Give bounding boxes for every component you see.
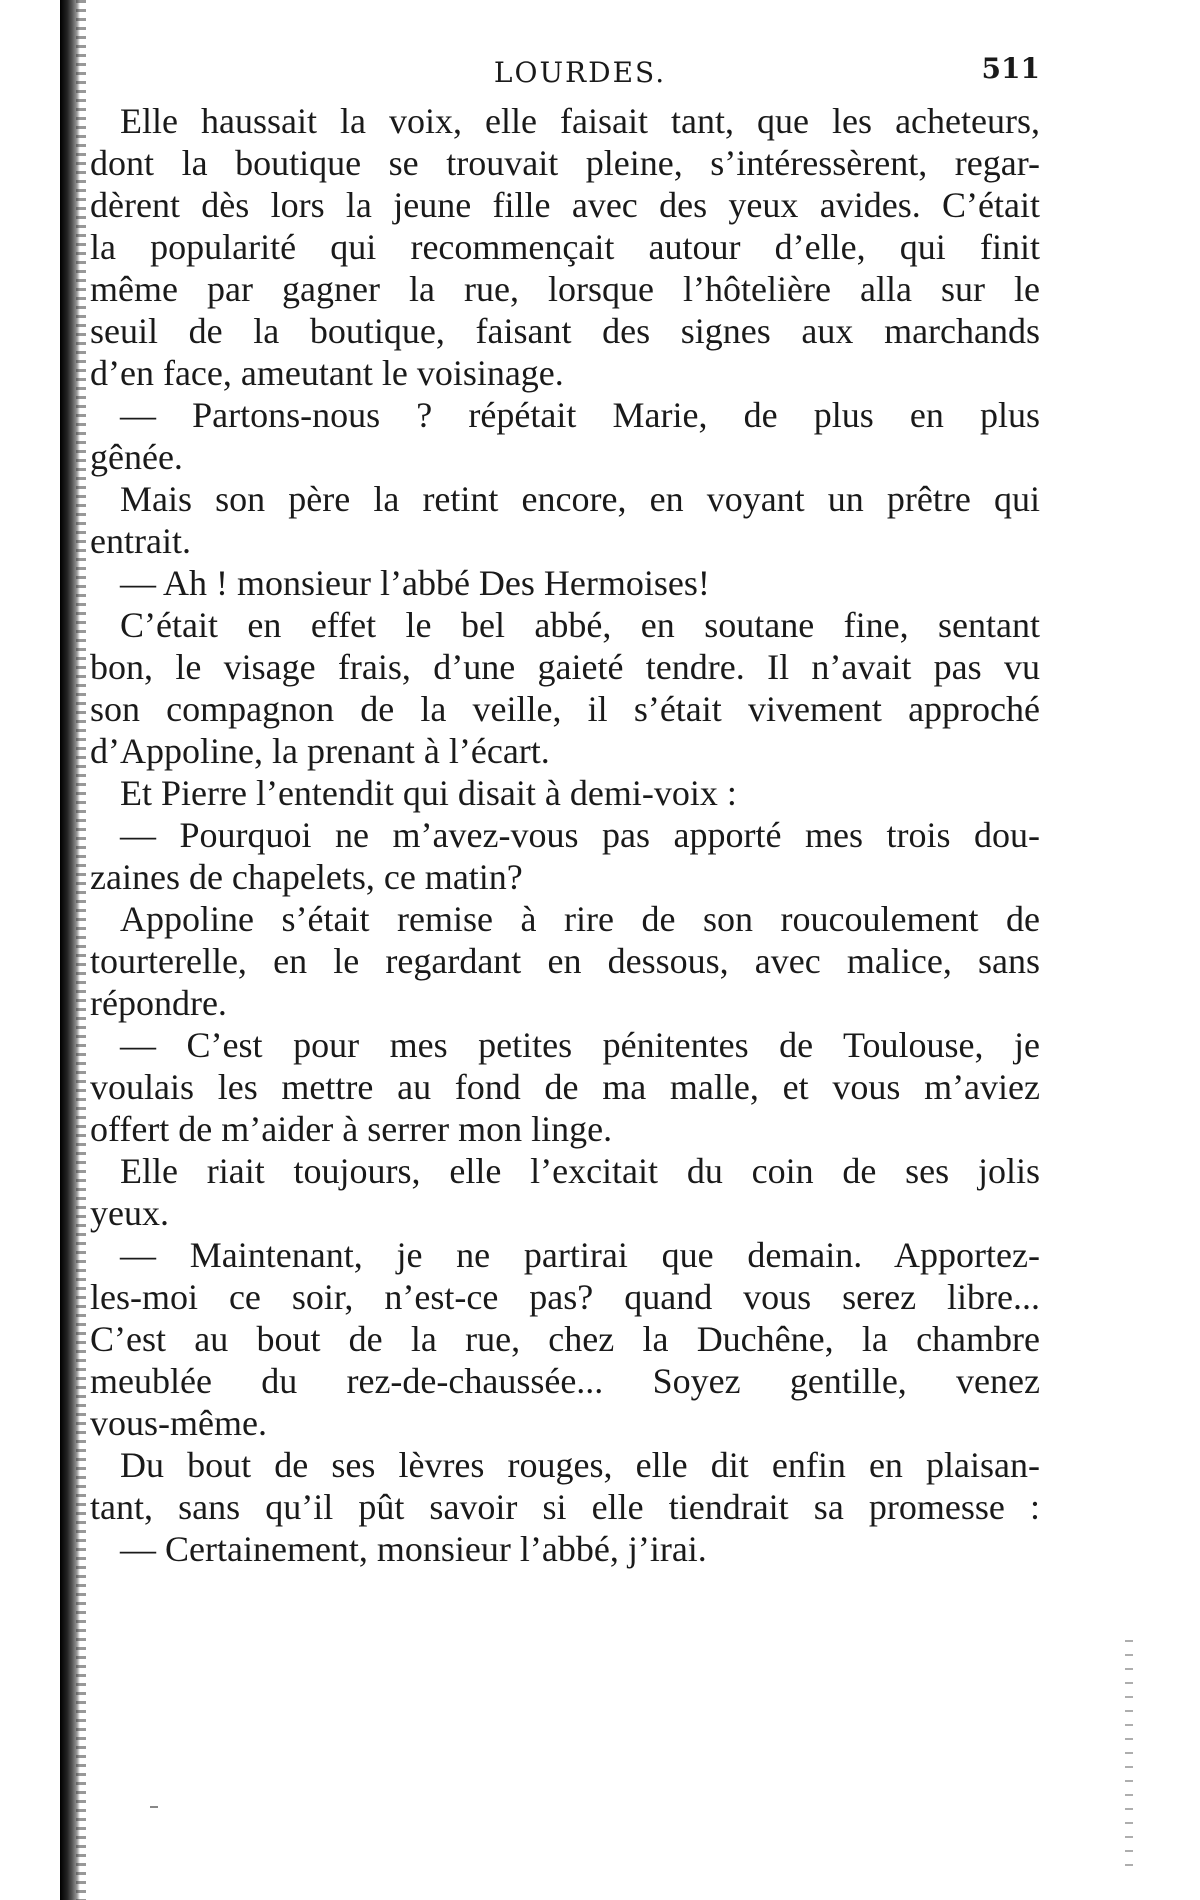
text-line: Et Pierre l’entendit qui disait à demi-voix : [120, 773, 737, 813]
text-line: zaines de chapelets, ce matin? [90, 857, 523, 897]
text-line: entrait. [90, 521, 191, 561]
text-line: — Pourquoi ne m’avez-vous pas apporté mes trois dou- [120, 815, 1040, 855]
text-line: bon, le visage frais, d’une gaieté tendre. Il n’avait pas vu [90, 647, 1040, 687]
text-line: vous-même. [90, 1403, 267, 1443]
text-line: — Certainement, monsieur l’abbé, j’irai. [120, 1529, 707, 1569]
text-line: tant, sans qu’il pût savoir si elle tiendrait sa promesse : [90, 1487, 1040, 1527]
text-line: d’en face, ameutant le voisinage. [90, 353, 564, 393]
text-line: C’est au bout de la rue, chez la Duchêne, la chambre [90, 1319, 1040, 1359]
text-line: voulais les mettre au fond de ma malle, et vous m’aviez [90, 1067, 1040, 1107]
text-line: dèrent dès lors la jeune fille avec des yeux avides. C’était [90, 185, 1040, 225]
text-line: répondre. [90, 983, 227, 1023]
text-line: — Maintenant, je ne partirai que demain. Apportez- [120, 1235, 1040, 1275]
text-line: Du bout de ses lèvres rouges, elle dit enfin en plaisan- [120, 1445, 1040, 1485]
text-line: yeux. [90, 1193, 169, 1233]
stray-ink-mark [150, 1806, 158, 1808]
text-line: la popularité qui recommençait autour d’elle, qui finit [90, 227, 1040, 267]
text-line: même par gagner la rue, lorsque l’hôtelière alla sur le [90, 269, 1040, 309]
text-line: dont la boutique se trouvait pleine, s’intéressèrent, regar- [90, 143, 1040, 183]
text-line: d’Appoline, la prenant à l’écart. [90, 731, 550, 771]
text-line: offert de m’aider à serrer mon linge. [90, 1109, 613, 1149]
text-line: Elle riait toujours, elle l’excitait du coin de ses jolis [120, 1151, 1040, 1191]
page-edge-marks [1125, 1640, 1133, 1870]
text-line: les-moi ce soir, n’est-ce pas? quand vous serez libre... [90, 1277, 1040, 1317]
text-line: Appoline s’était remise à rire de son roucoulement de [120, 899, 1040, 939]
text-line: Elle haussait la voix, elle faisait tant, que les acheteurs, [120, 101, 1040, 141]
binding-speckle [76, 0, 86, 1900]
text-line: — C’est pour mes petites pénitentes de Toulouse, je [120, 1025, 1040, 1065]
text-line: meublée du rez-de-chaussée... Soyez gentille, venez [90, 1361, 1040, 1401]
text-body [90, 100, 1040, 1570]
text-line: Mais son père la retint encore, en voyant un prêtre qui [120, 479, 1040, 519]
text-line: son compagnon de la veille, il s’était vivement approché [90, 689, 1040, 729]
text-line: seuil de la boutique, faisant des signes aux marchands [90, 311, 1040, 351]
text-line: — Partons-nous ? répétait Marie, de plus en plus [120, 395, 1040, 435]
text-line: — Ah ! monsieur l’abbé Des Hermoises! [120, 563, 710, 603]
page-number: 511 [981, 52, 1040, 85]
text-line: gênée. [90, 437, 183, 477]
text-line: C’était en effet le bel abbé, en soutane fine, sentant [120, 605, 1040, 645]
running-title: LOURDES. [493, 56, 667, 89]
page-header [120, 52, 1040, 92]
text-line: tourterelle, en le regardant en dessous, avec malice, sans [90, 941, 1040, 981]
